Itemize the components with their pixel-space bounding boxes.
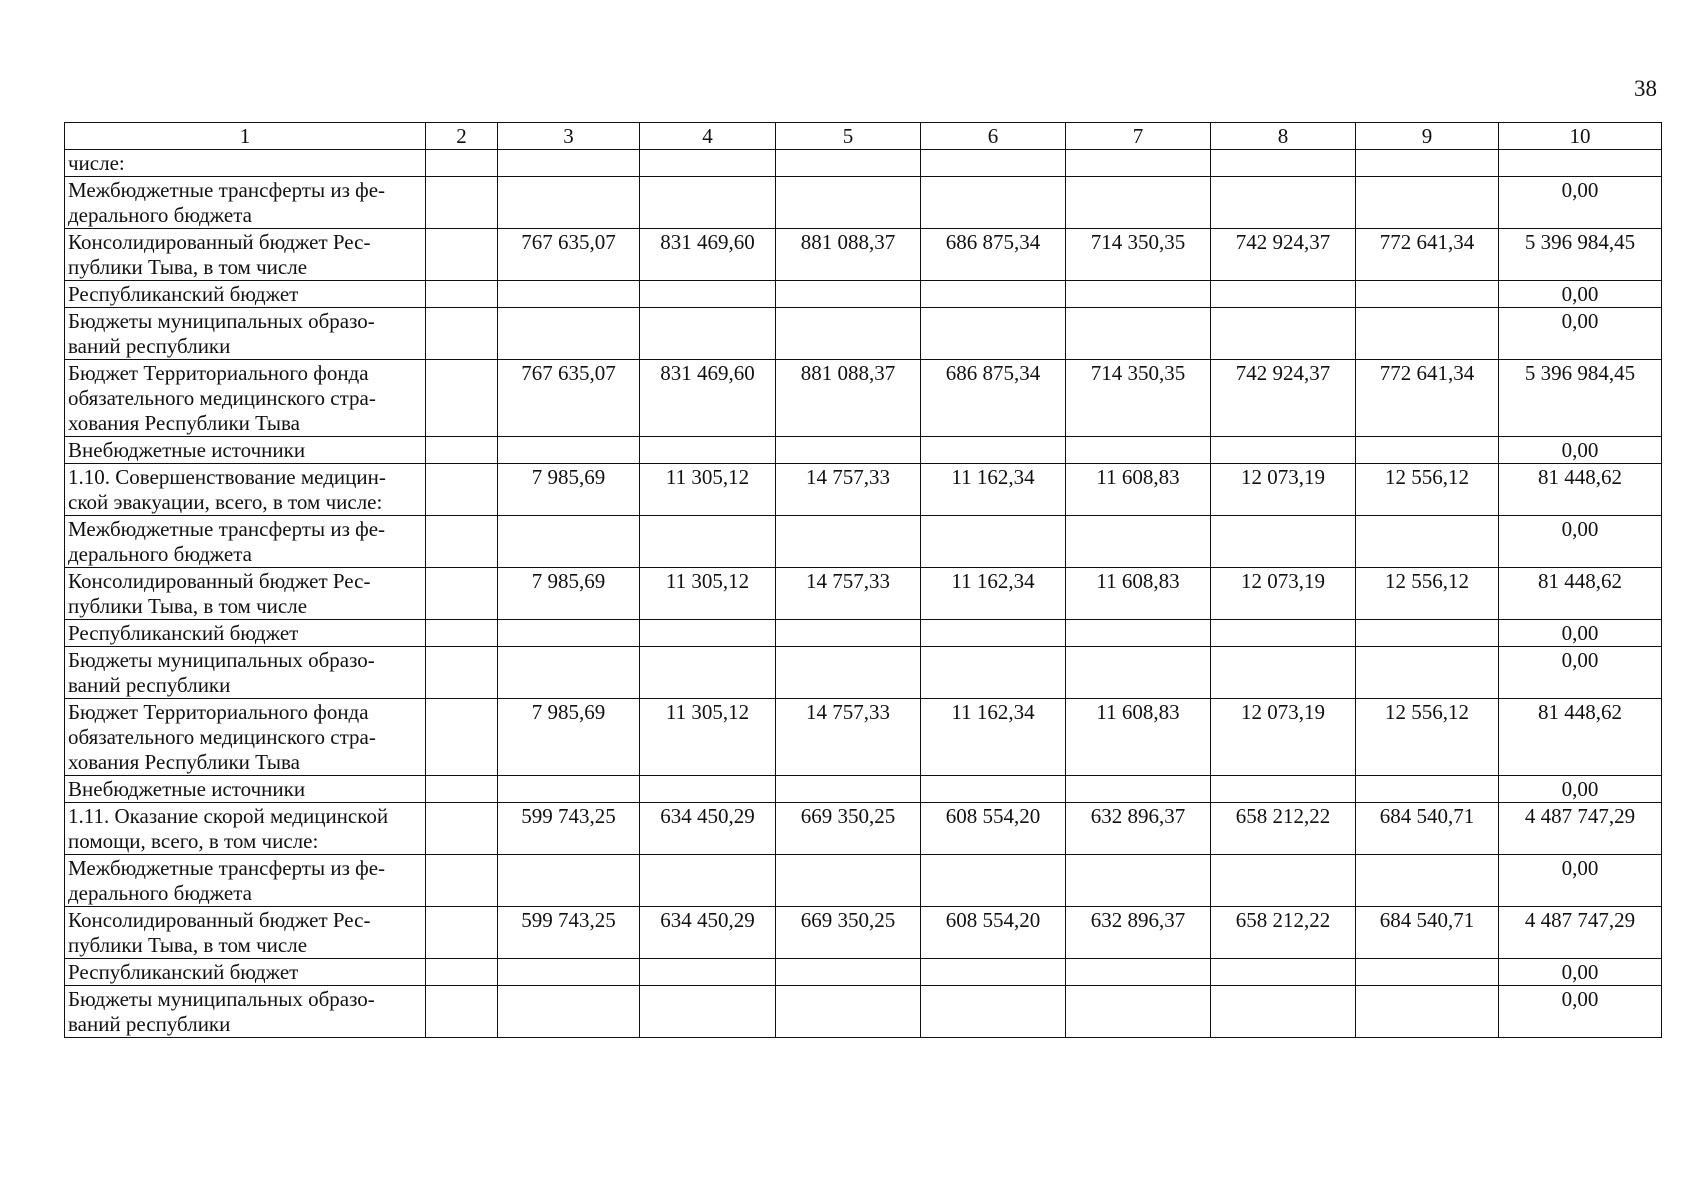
row-label: Внебюджетные источники <box>65 776 426 803</box>
cell-col-8 <box>1211 959 1356 986</box>
column-header: 9 <box>1356 123 1499 150</box>
cell-col-8: 658 212,22 <box>1211 803 1356 855</box>
cell-col-8 <box>1211 855 1356 907</box>
cell-col-3 <box>498 516 640 568</box>
cell-col-6 <box>921 281 1066 308</box>
column-header: 8 <box>1211 123 1356 150</box>
cell-col-8: 12 073,19 <box>1211 699 1356 776</box>
row-label: Консолидированный бюджет Рес-публики Тыва, в том числе <box>65 568 426 620</box>
row-label: 1.11. Оказание скорой медицинской помощи, всего, в том числе: <box>65 803 426 855</box>
cell-col-7: 632 896,37 <box>1066 803 1211 855</box>
column-header: 10 <box>1499 123 1662 150</box>
cell-col-8 <box>1211 177 1356 229</box>
table-row <box>65 308 1662 360</box>
page-number: 38 <box>1634 76 1657 101</box>
cell-col-4 <box>640 516 776 568</box>
row-label: Межбюджетные трансферты из фе-дерального бюджета <box>65 177 426 229</box>
cell-col-9 <box>1356 647 1499 699</box>
cell-total: 0,00 <box>1499 620 1662 647</box>
cell-col-3: 7 985,69 <box>498 464 640 516</box>
cell-col-6 <box>921 959 1066 986</box>
table-row <box>65 647 1662 699</box>
cell-col-3 <box>498 150 640 177</box>
cell-col-8: 742 924,37 <box>1211 360 1356 437</box>
column-header: 4 <box>640 123 776 150</box>
cell-total: 4 487 747,29 <box>1499 803 1662 855</box>
cell-col-9 <box>1356 986 1499 1038</box>
row-label: Бюджеты муниципальных образо-ваний республики <box>65 308 426 360</box>
cell-col-3 <box>498 986 640 1038</box>
cell-col-2 <box>426 620 498 647</box>
row-label: Консолидированный бюджет Рес-публики Тыва, в том числе <box>65 229 426 281</box>
cell-total: 0,00 <box>1499 959 1662 986</box>
table-row <box>65 568 1662 620</box>
cell-col-2 <box>426 907 498 959</box>
cell-total: 0,00 <box>1499 177 1662 229</box>
cell-col-8 <box>1211 437 1356 464</box>
cell-col-5 <box>776 776 921 803</box>
cell-col-2 <box>426 855 498 907</box>
cell-col-9 <box>1356 516 1499 568</box>
table-row <box>65 776 1662 803</box>
cell-col-2 <box>426 308 498 360</box>
cell-col-2 <box>426 464 498 516</box>
table-body <box>65 150 1662 1038</box>
row-label: Межбюджетные трансферты из фе-дерального бюджета <box>65 516 426 568</box>
table-row <box>65 464 1662 516</box>
cell-col-4 <box>640 308 776 360</box>
cell-col-3 <box>498 776 640 803</box>
cell-col-6 <box>921 986 1066 1038</box>
cell-col-9 <box>1356 855 1499 907</box>
cell-col-3 <box>498 647 640 699</box>
cell-total: 0,00 <box>1499 986 1662 1038</box>
table-row <box>65 516 1662 568</box>
table-row <box>65 699 1662 776</box>
cell-col-2 <box>426 699 498 776</box>
cell-col-9 <box>1356 776 1499 803</box>
cell-col-9: 12 556,12 <box>1356 568 1499 620</box>
cell-col-7 <box>1066 986 1211 1038</box>
cell-total: 4 487 747,29 <box>1499 907 1662 959</box>
cell-col-7 <box>1066 308 1211 360</box>
cell-col-7 <box>1066 281 1211 308</box>
cell-col-7 <box>1066 647 1211 699</box>
cell-col-5 <box>776 308 921 360</box>
cell-col-4: 831 469,60 <box>640 229 776 281</box>
column-header: 1 <box>65 123 426 150</box>
cell-col-3 <box>498 855 640 907</box>
cell-col-8 <box>1211 620 1356 647</box>
cell-col-5: 669 350,25 <box>776 803 921 855</box>
cell-col-9: 12 556,12 <box>1356 699 1499 776</box>
cell-col-9 <box>1356 959 1499 986</box>
column-header: 6 <box>921 123 1066 150</box>
cell-col-9 <box>1356 437 1499 464</box>
cell-total: 5 396 984,45 <box>1499 360 1662 437</box>
cell-col-7: 11 608,83 <box>1066 568 1211 620</box>
cell-col-9: 684 540,71 <box>1356 803 1499 855</box>
cell-col-5 <box>776 855 921 907</box>
cell-col-2 <box>426 360 498 437</box>
row-label: Республиканский бюджет <box>65 620 426 647</box>
cell-total <box>1499 150 1662 177</box>
cell-col-3: 7 985,69 <box>498 699 640 776</box>
cell-col-2 <box>426 803 498 855</box>
cell-col-5: 14 757,33 <box>776 464 921 516</box>
table-row <box>65 959 1662 986</box>
column-header: 7 <box>1066 123 1211 150</box>
table-row <box>65 281 1662 308</box>
cell-col-7 <box>1066 776 1211 803</box>
table-row <box>65 986 1662 1038</box>
cell-col-6: 608 554,20 <box>921 803 1066 855</box>
cell-col-3: 599 743,25 <box>498 803 640 855</box>
cell-col-5 <box>776 177 921 229</box>
cell-col-5 <box>776 516 921 568</box>
cell-col-5 <box>776 647 921 699</box>
cell-col-4 <box>640 776 776 803</box>
cell-col-6 <box>921 855 1066 907</box>
cell-total: 0,00 <box>1499 516 1662 568</box>
column-header: 2 <box>426 123 498 150</box>
cell-col-6: 686 875,34 <box>921 229 1066 281</box>
cell-col-4: 11 305,12 <box>640 699 776 776</box>
cell-total: 0,00 <box>1499 308 1662 360</box>
cell-col-7 <box>1066 437 1211 464</box>
cell-col-9 <box>1356 308 1499 360</box>
table-row <box>65 177 1662 229</box>
cell-col-3: 767 635,07 <box>498 360 640 437</box>
cell-col-6 <box>921 177 1066 229</box>
cell-col-9 <box>1356 281 1499 308</box>
cell-col-5 <box>776 959 921 986</box>
row-label: Бюджет Территориального фонда обязательного медицинского стра-хования Республики Тыва <box>65 699 426 776</box>
cell-col-4: 11 305,12 <box>640 464 776 516</box>
cell-col-5: 14 757,33 <box>776 699 921 776</box>
cell-col-5 <box>776 986 921 1038</box>
cell-col-2 <box>426 776 498 803</box>
column-header: 3 <box>498 123 640 150</box>
column-number-header-row <box>65 123 1662 150</box>
cell-col-9: 772 641,34 <box>1356 229 1499 281</box>
cell-col-4: 634 450,29 <box>640 907 776 959</box>
cell-col-9: 772 641,34 <box>1356 360 1499 437</box>
cell-col-4: 11 305,12 <box>640 568 776 620</box>
table-row <box>65 855 1662 907</box>
cell-col-2 <box>426 986 498 1038</box>
cell-col-4 <box>640 647 776 699</box>
row-label: Республиканский бюджет <box>65 281 426 308</box>
cell-col-3 <box>498 281 640 308</box>
table-row <box>65 803 1662 855</box>
cell-col-5: 881 088,37 <box>776 360 921 437</box>
cell-col-7: 11 608,83 <box>1066 464 1211 516</box>
cell-col-7 <box>1066 150 1211 177</box>
row-label: Бюджеты муниципальных образо-ваний республики <box>65 647 426 699</box>
cell-col-2 <box>426 647 498 699</box>
cell-col-4 <box>640 177 776 229</box>
cell-col-8 <box>1211 281 1356 308</box>
cell-col-2 <box>426 437 498 464</box>
cell-col-9: 12 556,12 <box>1356 464 1499 516</box>
table-row <box>65 907 1662 959</box>
cell-col-6 <box>921 647 1066 699</box>
cell-col-8 <box>1211 776 1356 803</box>
table-row <box>65 360 1662 437</box>
cell-total: 0,00 <box>1499 647 1662 699</box>
cell-col-6 <box>921 620 1066 647</box>
cell-col-5 <box>776 620 921 647</box>
cell-col-8: 658 212,22 <box>1211 907 1356 959</box>
cell-col-2 <box>426 229 498 281</box>
cell-col-6 <box>921 437 1066 464</box>
cell-total: 0,00 <box>1499 437 1662 464</box>
cell-col-3 <box>498 177 640 229</box>
cell-total: 81 448,62 <box>1499 464 1662 516</box>
cell-col-3 <box>498 437 640 464</box>
table-row <box>65 620 1662 647</box>
cell-col-3 <box>498 959 640 986</box>
cell-col-7: 714 350,35 <box>1066 360 1211 437</box>
row-label: Внебюджетные источники <box>65 437 426 464</box>
cell-col-6 <box>921 150 1066 177</box>
cell-col-8 <box>1211 308 1356 360</box>
cell-col-8 <box>1211 516 1356 568</box>
cell-col-9 <box>1356 150 1499 177</box>
cell-col-4 <box>640 986 776 1038</box>
cell-col-7: 11 608,83 <box>1066 699 1211 776</box>
cell-total: 0,00 <box>1499 281 1662 308</box>
cell-col-5 <box>776 281 921 308</box>
cell-col-4 <box>640 855 776 907</box>
cell-col-3 <box>498 308 640 360</box>
cell-col-3: 599 743,25 <box>498 907 640 959</box>
cell-col-6: 11 162,34 <box>921 699 1066 776</box>
cell-col-4 <box>640 620 776 647</box>
cell-col-3: 767 635,07 <box>498 229 640 281</box>
table-row <box>65 437 1662 464</box>
cell-total: 81 448,62 <box>1499 699 1662 776</box>
row-label: Межбюджетные трансферты из фе-дерального бюджета <box>65 855 426 907</box>
cell-col-7 <box>1066 855 1211 907</box>
cell-col-4 <box>640 437 776 464</box>
cell-total: 5 396 984,45 <box>1499 229 1662 281</box>
cell-col-8: 12 073,19 <box>1211 568 1356 620</box>
cell-col-2 <box>426 281 498 308</box>
cell-col-5 <box>776 150 921 177</box>
cell-col-8: 742 924,37 <box>1211 229 1356 281</box>
cell-col-5: 881 088,37 <box>776 229 921 281</box>
cell-col-3 <box>498 620 640 647</box>
cell-col-3: 7 985,69 <box>498 568 640 620</box>
cell-col-5: 669 350,25 <box>776 907 921 959</box>
cell-total: 0,00 <box>1499 776 1662 803</box>
cell-col-8 <box>1211 986 1356 1038</box>
cell-col-2 <box>426 568 498 620</box>
cell-col-7 <box>1066 959 1211 986</box>
row-label: Бюджеты муниципальных образо-ваний республики <box>65 986 426 1038</box>
cell-col-4 <box>640 281 776 308</box>
cell-col-5 <box>776 437 921 464</box>
cell-col-7: 714 350,35 <box>1066 229 1211 281</box>
cell-col-7 <box>1066 620 1211 647</box>
cell-col-6 <box>921 516 1066 568</box>
table-row <box>65 229 1662 281</box>
cell-col-5: 14 757,33 <box>776 568 921 620</box>
cell-col-9 <box>1356 620 1499 647</box>
cell-total: 81 448,62 <box>1499 568 1662 620</box>
row-label: числе: <box>65 150 426 177</box>
row-label: Бюджет Территориального фонда обязательного медицинского стра-хования Республики Тыва <box>65 360 426 437</box>
cell-col-2 <box>426 959 498 986</box>
cell-col-6: 686 875,34 <box>921 360 1066 437</box>
cell-col-6 <box>921 308 1066 360</box>
cell-total: 0,00 <box>1499 855 1662 907</box>
cell-col-4: 831 469,60 <box>640 360 776 437</box>
table-row <box>65 150 1662 177</box>
cell-col-6: 608 554,20 <box>921 907 1066 959</box>
cell-col-8 <box>1211 150 1356 177</box>
cell-col-6: 11 162,34 <box>921 568 1066 620</box>
cell-col-4 <box>640 150 776 177</box>
cell-col-8 <box>1211 647 1356 699</box>
cell-col-2 <box>426 150 498 177</box>
row-label: Консолидированный бюджет Рес-публики Тыва, в том числе <box>65 907 426 959</box>
cell-col-4 <box>640 959 776 986</box>
cell-col-6: 11 162,34 <box>921 464 1066 516</box>
column-header: 5 <box>776 123 921 150</box>
cell-col-9: 684 540,71 <box>1356 907 1499 959</box>
cell-col-6 <box>921 776 1066 803</box>
cell-col-7: 632 896,37 <box>1066 907 1211 959</box>
cell-col-8: 12 073,19 <box>1211 464 1356 516</box>
budget-table <box>64 122 1662 1038</box>
cell-col-4: 634 450,29 <box>640 803 776 855</box>
cell-col-2 <box>426 516 498 568</box>
cell-col-7 <box>1066 516 1211 568</box>
cell-col-9 <box>1356 177 1499 229</box>
cell-col-2 <box>426 177 498 229</box>
cell-col-7 <box>1066 177 1211 229</box>
row-label: Республиканский бюджет <box>65 959 426 986</box>
row-label: 1.10. Совершенствование медицин-ской эвакуации, всего, в том числе: <box>65 464 426 516</box>
